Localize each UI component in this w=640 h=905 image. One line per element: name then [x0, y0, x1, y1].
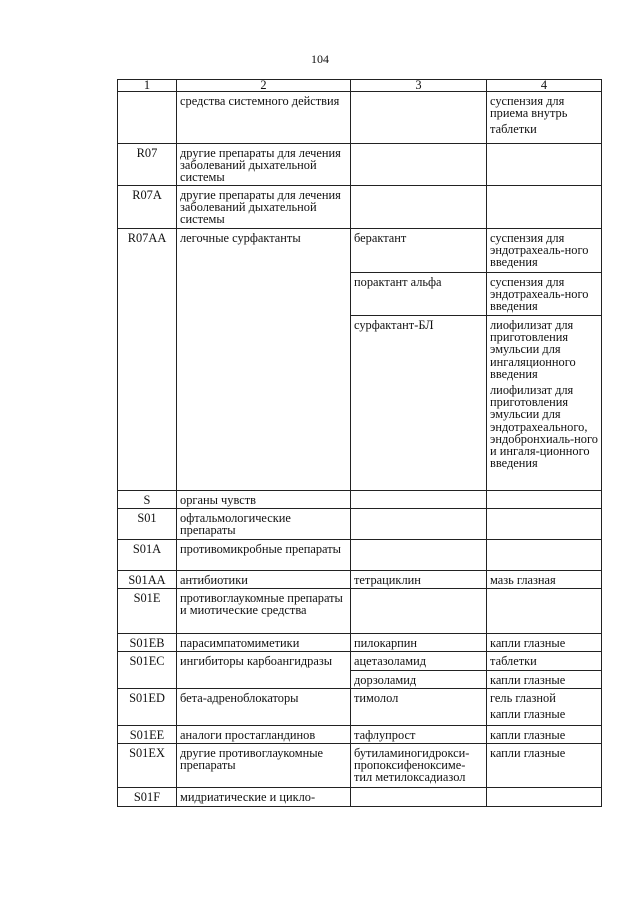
- column-header: 3: [351, 80, 487, 92]
- dosage-form-cell: [487, 744, 602, 788]
- dosage-form-cell: [487, 316, 602, 491]
- group-name-cell: средства системного действия: [177, 92, 351, 144]
- dosage-form: капли глазные: [490, 707, 566, 722]
- group-name-cell: противомикробные препараты: [177, 540, 351, 571]
- dosage-form-cell: [487, 144, 602, 186]
- inn-cell: [351, 186, 487, 229]
- group-name-cell: ингибиторы карбоангидразы: [177, 652, 351, 689]
- inn-cell: сурфактант-БЛ: [351, 316, 487, 491]
- inn-cell: дорзоламид: [351, 671, 487, 689]
- inn-cell: тафлупрост: [351, 726, 487, 744]
- table-row: [118, 144, 602, 186]
- atc-code-cell: S01EE: [118, 726, 177, 744]
- group-name-cell: противоглаукомные препараты и миотические средства: [177, 589, 351, 634]
- group-name-cell: органы чувств: [177, 491, 351, 509]
- inn-cell: берактант: [351, 229, 487, 273]
- dosage-form: мазь глазная: [490, 573, 556, 587]
- inn-cell: тетрациклин: [351, 571, 487, 589]
- atc-code-cell: S: [118, 491, 177, 509]
- atc-code-cell: S01EB: [118, 634, 177, 652]
- inn-cell: бутиламиногидрокси-пропоксифеноксиме-тил метилоксадиазол: [351, 744, 487, 788]
- page-number: 104: [311, 52, 329, 66]
- group-name-cell: другие препараты для лечения заболеваний дыхательной системы: [177, 186, 351, 229]
- dosage-form: суспензия для эндотрахеаль-ного введения: [490, 275, 589, 314]
- inn-cell: тимолол: [351, 689, 487, 726]
- inn-cell: [351, 144, 487, 186]
- inn-cell: [351, 589, 487, 634]
- table-row: [118, 540, 602, 571]
- table-row: [118, 92, 602, 144]
- group-name-cell: другие препараты для лечения заболеваний дыхательной системы: [177, 144, 351, 186]
- group-name-cell: антибиотики: [177, 571, 351, 589]
- dosage-form: лиофилизат для приготовления эмульсии для эндотрахеального, эндобронхиаль-ного и ингаля-ционного введения: [490, 383, 598, 471]
- table-row: [118, 571, 602, 589]
- dosage-form: капли глазные: [490, 746, 566, 760]
- atc-code-cell: [118, 92, 177, 144]
- dosage-form-cell: [487, 689, 602, 726]
- dosage-form-cell: [487, 788, 602, 807]
- table-row: [118, 491, 602, 509]
- atc-code-cell: R07A: [118, 186, 177, 229]
- table-row: [118, 788, 602, 807]
- dosage-form-cell: [487, 186, 602, 229]
- dosage-form: суспензия для приема внутрь: [490, 94, 568, 121]
- table-row: [118, 689, 602, 726]
- atc-code-cell: S01F: [118, 788, 177, 807]
- inn-cell: порактант альфа: [351, 273, 487, 316]
- table-header-row: [118, 80, 602, 92]
- table-row: [118, 589, 602, 634]
- group-name-cell: офтальмологические препараты: [177, 509, 351, 540]
- inn-cell: [351, 788, 487, 807]
- dosage-form-cell: [487, 652, 602, 671]
- dosage-form: капли глазные: [490, 636, 566, 650]
- table-row: [118, 634, 602, 652]
- dosage-form: таблетки: [490, 122, 537, 137]
- inn-cell: пилокарпин: [351, 634, 487, 652]
- dosage-form-cell: [487, 229, 602, 273]
- column-header: 2: [177, 80, 351, 92]
- atc-code-cell: R07: [118, 144, 177, 186]
- dosage-form-cell: [487, 509, 602, 540]
- inn-cell: [351, 92, 487, 144]
- atc-code-cell: R07AA: [118, 229, 177, 491]
- atc-code-cell: S01EC: [118, 652, 177, 689]
- inn-cell: [351, 491, 487, 509]
- atc-code-cell: S01AA: [118, 571, 177, 589]
- table-row: [118, 744, 602, 788]
- group-name-cell: другие противоглаукомные препараты: [177, 744, 351, 788]
- dosage-form-cell: [487, 92, 602, 144]
- dosage-form-cell: [487, 589, 602, 634]
- atc-code-cell: S01A: [118, 540, 177, 571]
- column-header: 4: [487, 80, 602, 92]
- atc-code-cell: S01EX: [118, 744, 177, 788]
- dosage-form: гель глазной: [490, 691, 556, 705]
- atc-code-cell: S01: [118, 509, 177, 540]
- group-name-cell: мидриатические и цикло-: [177, 788, 351, 807]
- inn-cell: [351, 540, 487, 571]
- dosage-form: таблетки: [490, 654, 537, 668]
- table-row: [118, 652, 602, 671]
- group-name-cell: парасимпатомиметики: [177, 634, 351, 652]
- group-name-cell: легочные сурфактанты: [177, 229, 351, 491]
- dosage-form-cell: [487, 671, 602, 689]
- dosage-form-cell: [487, 273, 602, 316]
- dosage-form: лиофилизат для приготовления эмульсии для ингаляционного введения: [490, 318, 576, 381]
- dosage-form: капли глазные: [490, 673, 566, 687]
- dosage-form: суспензия для эндотрахеаль-ного введения: [490, 231, 589, 270]
- dosage-form-cell: [487, 491, 602, 509]
- table-row: [118, 186, 602, 229]
- atc-code-cell: S01ED: [118, 689, 177, 726]
- dosage-form-cell: [487, 634, 602, 652]
- group-name-cell: аналоги простагландинов: [177, 726, 351, 744]
- dosage-form: капли глазные: [490, 728, 566, 742]
- dosage-form-cell: [487, 540, 602, 571]
- table-row: [118, 726, 602, 744]
- column-header: 1: [118, 80, 177, 92]
- dosage-form-cell: [487, 571, 602, 589]
- inn-cell: ацетазоламид: [351, 652, 487, 671]
- drug-table: [117, 79, 602, 807]
- table-row: [118, 509, 602, 540]
- group-name-cell: бета-адреноблокаторы: [177, 689, 351, 726]
- inn-cell: [351, 509, 487, 540]
- table-row: [118, 229, 602, 273]
- dosage-form-cell: [487, 726, 602, 744]
- atc-code-cell: S01E: [118, 589, 177, 634]
